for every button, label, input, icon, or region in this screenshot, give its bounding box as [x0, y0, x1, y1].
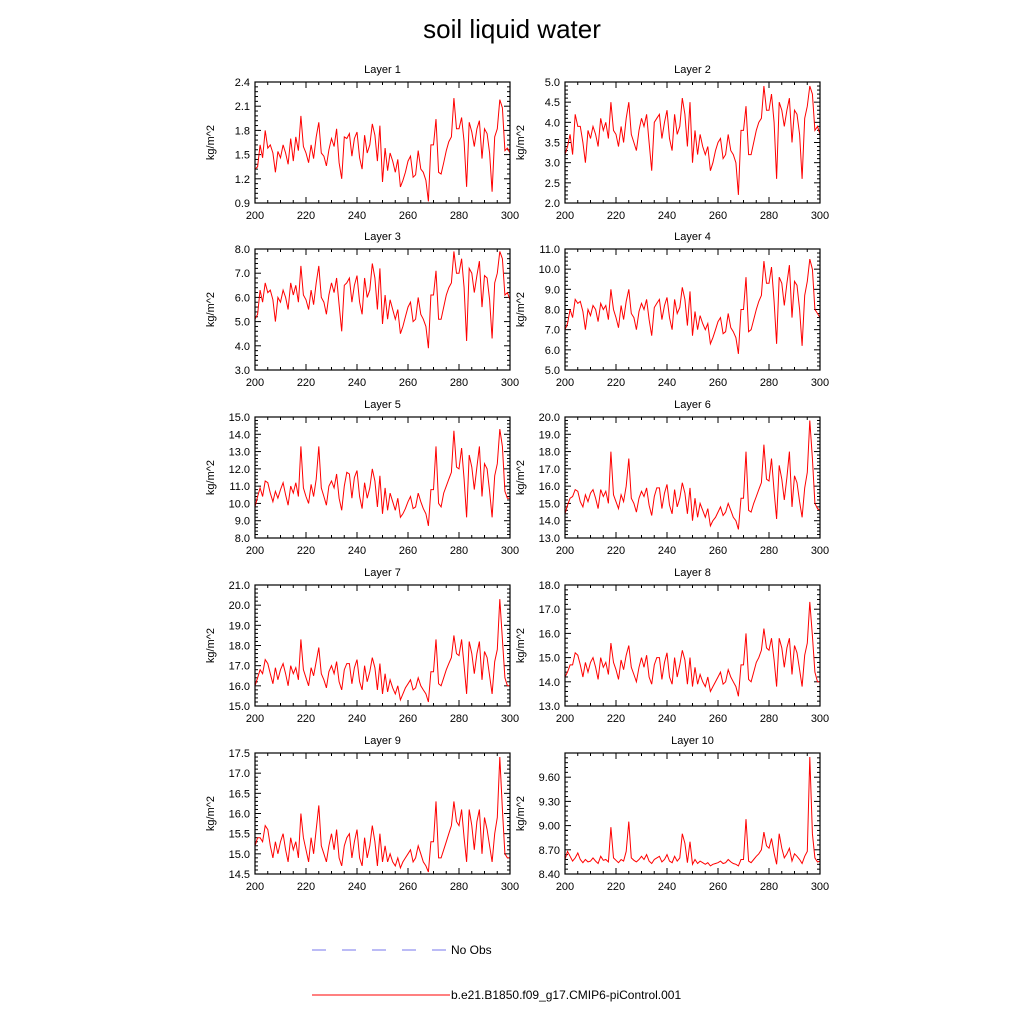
y-tick-label: 14.0 — [228, 429, 250, 442]
y-tick-label: 1.5 — [234, 149, 250, 162]
y-tick-label: 15.0 — [538, 498, 560, 511]
x-tick-label: 260 — [398, 545, 418, 557]
x-tick-label: 280 — [449, 713, 469, 725]
y-tick-label: 15.0 — [538, 652, 560, 665]
plot-frame — [255, 417, 510, 538]
y-tick-label: 3.0 — [234, 365, 250, 377]
chart-panel-10 — [515, 735, 829, 893]
y-tick-label: 8.0 — [544, 304, 560, 317]
x-tick-label: 280 — [759, 377, 779, 389]
chart-panel-2 — [515, 64, 829, 222]
x-tick-label: 240 — [347, 377, 367, 389]
x-tick-label: 240 — [657, 881, 677, 893]
y-tick-label: 5.0 — [234, 316, 250, 329]
y-tick-label: 17.0 — [228, 660, 250, 673]
y-tick-label: 9.0 — [234, 515, 250, 528]
y-tick-label: 2.4 — [234, 77, 250, 89]
x-tick-label: 300 — [810, 210, 830, 222]
y-tick-label: 11.0 — [539, 244, 560, 256]
panel-title: Layer 3 — [364, 231, 401, 243]
y-tick-label: 7.0 — [234, 268, 250, 281]
y-tick-label: 9.60 — [538, 772, 560, 785]
x-tick-label: 220 — [606, 210, 626, 222]
y-tick-label: 3.0 — [544, 157, 560, 170]
y-axis-label: kg/m^2 — [515, 124, 527, 161]
y-tick-label: 16.0 — [538, 628, 560, 641]
x-tick-label: 280 — [449, 881, 469, 893]
y-tick-label: 13.0 — [538, 701, 560, 713]
x-tick-label: 240 — [347, 881, 367, 893]
y-axis-label: kg/m^2 — [515, 795, 527, 832]
y-axis-label: kg/m^2 — [205, 459, 217, 496]
x-tick-label: 280 — [759, 210, 779, 222]
x-tick-label: 200 — [245, 881, 265, 893]
x-tick-label: 240 — [347, 210, 367, 222]
y-tick-label: 21.0 — [228, 580, 250, 592]
plot-frame — [565, 753, 820, 874]
x-tick-label: 220 — [296, 210, 316, 222]
chart-panel-8 — [515, 567, 829, 725]
x-tick-label: 280 — [449, 377, 469, 389]
series-line — [565, 86, 820, 195]
panel-title: Layer 10 — [671, 735, 714, 747]
x-tick-label: 300 — [810, 377, 830, 389]
panel-title: Layer 2 — [674, 64, 711, 76]
y-tick-label: 1.2 — [234, 173, 250, 186]
y-tick-label: 8.0 — [234, 244, 250, 256]
chart-panel-4 — [515, 231, 829, 389]
y-tick-label: 17.0 — [538, 463, 560, 476]
panel-title: Layer 4 — [674, 231, 711, 243]
y-tick-label: 8.70 — [538, 844, 560, 857]
panel-title: Layer 1 — [364, 64, 401, 76]
y-tick-label: 11.0 — [229, 481, 250, 494]
series-line — [255, 757, 510, 872]
panel-title: Layer 7 — [364, 567, 401, 579]
legend-label-1: No Obs — [451, 943, 492, 957]
y-tick-label: 17.0 — [538, 604, 560, 617]
legend-label-2: b.e21.B1850.f09_g17.CMIP6-piControl.001 — [451, 988, 682, 1002]
y-axis-label: kg/m^2 — [205, 124, 217, 161]
legend — [312, 943, 681, 1002]
y-tick-label: 3.5 — [544, 137, 560, 150]
x-tick-label: 200 — [245, 545, 265, 557]
y-tick-label: 2.1 — [234, 101, 250, 114]
x-tick-label: 300 — [500, 881, 520, 893]
x-tick-label: 260 — [708, 210, 728, 222]
y-tick-label: 9.00 — [538, 820, 560, 833]
x-tick-label: 240 — [347, 545, 367, 557]
x-tick-label: 220 — [606, 377, 626, 389]
y-tick-label: 20.0 — [228, 600, 250, 613]
x-tick-label: 280 — [759, 545, 779, 557]
y-tick-label: 19.0 — [538, 429, 560, 442]
x-tick-label: 260 — [398, 377, 418, 389]
y-tick-label: 10.0 — [228, 498, 250, 511]
x-tick-label: 260 — [708, 881, 728, 893]
y-tick-label: 9.0 — [544, 284, 560, 297]
x-tick-label: 260 — [708, 545, 728, 557]
x-tick-label: 240 — [657, 545, 677, 557]
x-tick-label: 300 — [810, 545, 830, 557]
series-line — [255, 251, 510, 348]
x-tick-label: 200 — [555, 545, 575, 557]
x-tick-label: 260 — [398, 210, 418, 222]
chart-panel-1 — [205, 64, 519, 222]
y-tick-label: 18.0 — [538, 580, 560, 592]
plot-frame — [255, 249, 510, 370]
y-tick-label: 1.8 — [234, 125, 250, 138]
panel-title: Layer 5 — [364, 399, 401, 411]
y-tick-label: 2.0 — [544, 198, 560, 210]
plot-frame — [565, 585, 820, 706]
y-tick-label: 17.0 — [228, 768, 250, 781]
chart-panel-5 — [205, 399, 519, 557]
series-line — [565, 602, 820, 696]
y-tick-label: 15.0 — [228, 701, 250, 713]
x-tick-label: 260 — [398, 881, 418, 893]
x-tick-label: 280 — [449, 210, 469, 222]
plot-frame — [565, 82, 820, 203]
y-tick-label: 16.0 — [538, 481, 560, 494]
y-tick-label: 16.0 — [228, 680, 250, 693]
x-tick-label: 240 — [657, 210, 677, 222]
y-tick-label: 5.0 — [544, 77, 560, 89]
series-line — [255, 98, 510, 201]
x-tick-label: 240 — [657, 713, 677, 725]
x-tick-label: 280 — [759, 713, 779, 725]
x-tick-label: 220 — [606, 881, 626, 893]
series-line — [565, 421, 820, 530]
chart-panel-7 — [205, 567, 519, 725]
y-tick-label: 15.5 — [228, 828, 250, 841]
x-tick-label: 300 — [810, 713, 830, 725]
y-tick-label: 15.0 — [228, 412, 250, 424]
y-tick-label: 7.0 — [544, 324, 560, 337]
y-tick-label: 16.5 — [228, 788, 250, 801]
y-tick-label: 12.0 — [228, 463, 250, 476]
y-tick-label: 0.9 — [234, 198, 250, 210]
x-tick-label: 220 — [606, 545, 626, 557]
chart-panel-6 — [515, 399, 829, 557]
y-axis-label: kg/m^2 — [205, 291, 217, 328]
y-tick-label: 14.5 — [228, 869, 250, 881]
y-tick-label: 4.5 — [544, 97, 560, 110]
x-tick-label: 300 — [500, 545, 520, 557]
series-line — [255, 599, 510, 702]
y-tick-label: 14.0 — [538, 676, 560, 689]
y-tick-label: 13.0 — [538, 533, 560, 545]
y-tick-label: 15.0 — [228, 848, 250, 861]
x-tick-label: 300 — [500, 210, 520, 222]
panel-title: Layer 8 — [674, 567, 711, 579]
y-tick-label: 19.0 — [228, 620, 250, 633]
y-tick-label: 9.30 — [538, 796, 560, 809]
y-tick-label: 18.0 — [538, 446, 560, 459]
y-tick-label: 2.5 — [544, 177, 560, 190]
x-tick-label: 200 — [245, 377, 265, 389]
y-tick-label: 10.0 — [538, 264, 560, 277]
x-tick-label: 280 — [449, 545, 469, 557]
x-tick-label: 220 — [296, 545, 316, 557]
x-tick-label: 220 — [296, 713, 316, 725]
x-tick-label: 300 — [500, 377, 520, 389]
y-tick-label: 8.40 — [538, 869, 560, 881]
page-title: soil liquid water — [423, 14, 601, 44]
x-tick-label: 280 — [759, 881, 779, 893]
y-axis-label: kg/m^2 — [515, 291, 527, 328]
x-tick-label: 220 — [296, 881, 316, 893]
y-tick-label: 20.0 — [538, 412, 560, 424]
y-tick-label: 14.0 — [538, 515, 560, 528]
y-tick-label: 4.0 — [234, 340, 250, 353]
x-tick-label: 300 — [500, 713, 520, 725]
panel-title: Layer 6 — [674, 399, 711, 411]
y-tick-label: 13.0 — [228, 446, 250, 459]
y-tick-label: 16.0 — [228, 808, 250, 821]
series-line — [565, 757, 820, 866]
x-tick-label: 220 — [606, 713, 626, 725]
panel-title: Layer 9 — [364, 735, 401, 747]
x-tick-label: 260 — [398, 713, 418, 725]
y-tick-label: 8.0 — [234, 533, 250, 545]
y-tick-label: 5.0 — [544, 365, 560, 377]
x-tick-label: 260 — [708, 377, 728, 389]
chart-panel-9 — [205, 735, 519, 893]
plot-frame — [255, 753, 510, 874]
x-tick-label: 240 — [657, 377, 677, 389]
y-tick-label: 18.0 — [228, 640, 250, 653]
y-axis-label: kg/m^2 — [515, 459, 527, 496]
series-line — [255, 429, 510, 526]
plot-frame — [255, 82, 510, 203]
y-tick-label: 17.5 — [228, 748, 250, 760]
y-axis-label: kg/m^2 — [205, 627, 217, 664]
y-axis-label: kg/m^2 — [515, 627, 527, 664]
x-tick-label: 220 — [296, 377, 316, 389]
x-tick-label: 260 — [708, 713, 728, 725]
y-tick-label: 6.0 — [234, 292, 250, 305]
series-line — [565, 259, 820, 354]
x-tick-label: 200 — [245, 713, 265, 725]
y-tick-label: 6.0 — [544, 344, 560, 357]
x-tick-label: 200 — [555, 377, 575, 389]
plot-frame — [255, 585, 510, 706]
x-tick-label: 200 — [555, 713, 575, 725]
x-tick-label: 240 — [347, 713, 367, 725]
y-tick-label: 4.0 — [544, 117, 560, 130]
x-tick-label: 200 — [555, 210, 575, 222]
y-axis-label: kg/m^2 — [205, 795, 217, 832]
x-tick-label: 200 — [555, 881, 575, 893]
chart-panel-3 — [205, 231, 519, 389]
x-tick-label: 300 — [810, 881, 830, 893]
x-tick-label: 200 — [245, 210, 265, 222]
